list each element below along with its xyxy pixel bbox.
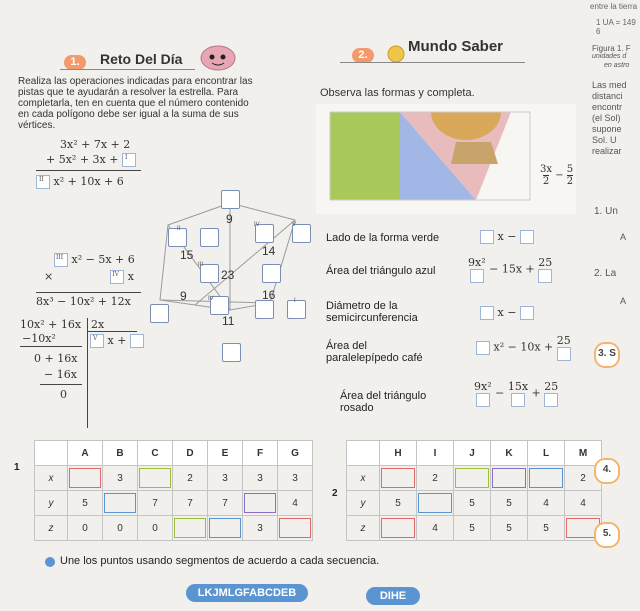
star-number-2: 15 [180,248,194,262]
table-2-header-l: L [528,441,565,466]
star-roman-1: II [177,226,181,232]
measure-1-expr: x − [497,230,517,243]
star-roman-3: V [292,222,297,228]
table-1-cell: 7 [173,491,208,516]
div-dividend: 10x² + 16x [20,318,82,331]
table-1-cell: 7 [208,491,243,516]
table-1-header-g: G [278,441,313,466]
star-roman-4: III [198,262,204,268]
div-sub-2: − 16x [44,368,77,381]
mul-box-1-roman: III [56,254,64,261]
table-2-cell: 5 [491,491,528,516]
mul-line-1-text: x² − 5x + 6 [71,253,135,266]
measure-2-num-1: 9x² [468,256,486,269]
table-2-corner [347,441,380,466]
sequence-button-2[interactable]: DIHE [366,587,420,605]
measure-4-expr: x² − 10x + [493,340,554,354]
shapes-fraction-num-2: 5 [566,164,574,175]
table-1-row-label: y [35,491,68,516]
div-rest-2: 0 [60,388,67,401]
mul-times-sign: × [44,270,54,283]
add-box-1-roman: I [124,154,128,161]
table-2-header-j: J [454,441,491,466]
div-sub-line-1 [20,346,82,347]
add-sum-line [36,170,141,171]
right-line-3: encontr [592,102,623,112]
mul-line-1 [54,253,135,267]
measure-5-num-1: 9x² [474,380,492,393]
star-number-3: 14 [262,244,276,258]
div-rest-1: 0 + 16x [34,352,78,365]
footer-bullet-icon [44,556,56,568]
measure-4-box-a[interactable] [476,341,490,355]
add-line-2-text: + 5x² + 3x + [46,153,119,166]
table-1-header-e: E [208,441,243,466]
star-node-bottom-right[interactable] [287,300,306,319]
table-2-cell: 5 [454,516,491,541]
right-question-2: 2. La [594,268,617,279]
table-2-cell: 4 [417,516,454,541]
table-row [35,466,313,491]
right-question-5: 5. [594,522,620,548]
table-1-cell: 0 [138,516,173,541]
measure-1-box-a[interactable] [480,230,494,244]
measure-4-num: 25 [556,334,571,347]
table-1-cell: 3 [103,466,138,491]
table-1-cell[interactable] [173,516,208,541]
footer-instruction: Une los puntos usando segmentos de acuerdo a cada secuencia. [60,555,380,567]
div-vertical-bar [87,318,88,428]
table-2-cell: 2 [565,466,602,491]
instruction-line-2: pistas que te ayudarán a resolver la estrella. Para [18,87,239,98]
star-roman-5: IV [208,296,214,302]
right-line-1: Las med [592,80,627,90]
section-1-underline [60,69,195,70]
measure-1-box-b[interactable] [520,230,534,244]
star-number-6: 16 [262,288,276,302]
add-result-text: x² + 10x + 6 [53,175,124,188]
add-answer-box-1[interactable] [122,153,136,167]
section-1-number: 1. [64,55,86,70]
measure-5-mid-2: + [531,386,541,400]
instruction-line-5: vértices. [18,120,56,131]
table-1-cell: 4 [278,491,313,516]
measure-2-box-b[interactable] [538,269,552,283]
table-1-row-number: 1 [14,462,20,473]
add-box-2-roman: II [39,176,44,183]
brain-mascot-icon [196,40,240,74]
right-line-7: realizar [592,146,622,156]
star-roman-6: I [294,298,296,304]
star-node-top[interactable] [221,190,240,209]
table-1-cell[interactable] [68,466,103,491]
measure-label-3a: Diámetro de la [326,300,398,312]
right-astro: en astro [604,62,630,69]
measure-label-1: Lado de la forma verde [326,232,440,244]
measure-label-5a: Área del triángulo [340,390,427,402]
measure-answer-3 [480,306,534,320]
mul-answer-box-1[interactable] [54,253,68,267]
section-2-instruction: Observa las formas y completa. [320,87,475,99]
table-1-cell: 3 [208,466,243,491]
right-question-1: 1. Un [594,206,618,217]
right-line-5: supone [592,124,622,134]
table-1-cell: 3 [278,466,313,491]
measure-label-4b: paralelepípedo café [326,352,423,364]
table-2-cell: 4 [565,491,602,516]
star-node-center-right[interactable] [262,264,281,283]
star-roman-2: IV [254,222,260,228]
section-2-number: 2. [352,48,374,63]
measure-5-box-c[interactable] [544,393,558,407]
top-right-text-2: 1 UA = 149 6 [596,18,636,36]
table-1-header-b: B [103,441,138,466]
table-2-cell[interactable] [528,466,565,491]
div-answer-box-1[interactable] [90,334,104,348]
section-2-underline [340,62,525,63]
star-node-bottom[interactable] [222,343,241,362]
table-2-row-label: y [347,491,380,516]
mul-box-2-roman: IV [112,271,119,278]
right-option-a: A [620,232,627,242]
table-1-cell: 3 [243,466,278,491]
section-2-title: Mundo Saber [408,38,504,55]
coordinates-table-1 [34,440,313,541]
measure-label-2: Área del triángulo azul [326,265,436,277]
table-row [347,466,602,491]
measure-5-num-3: 25 [544,380,559,393]
table-2-cell: 2 [417,466,454,491]
table-1-cell: 7 [138,491,173,516]
table-1-header-c: C [138,441,173,466]
shapes-fraction-den-2: 2 [566,176,574,187]
right-line-4: (el Sol) [592,113,621,123]
measure-5-mid-1: − [495,386,505,400]
table-2-cell[interactable] [380,516,417,541]
div-divisor-line [87,331,137,332]
coordinates-table-2 [346,440,602,541]
instruction-line-3: completarla, ten en cuenta que el número contenido [18,98,249,109]
right-option-a2: A [620,296,627,306]
measure-2-mid: − 15x + [489,262,535,276]
table-row [347,491,602,516]
table-1-row-label: z [35,516,68,541]
shapes-figure [316,104,576,214]
measure-label-3b: semicircunferencia [326,312,418,324]
measure-answer-1 [480,230,534,244]
table-1-cell[interactable] [208,516,243,541]
table-2-cell[interactable] [491,466,528,491]
div-sub-1: −10x² [22,332,56,345]
table-2-header-m: M [565,441,602,466]
right-question-4: 4. [594,458,620,484]
table-1-cell[interactable] [138,466,173,491]
instruction-line-1: Realiza las operaciones indicadas para encontrar las [18,76,253,87]
mul-product-line [36,292,141,293]
globe-icon [386,44,406,64]
add-result [36,175,124,189]
section-1-title: Reto Del Día [100,51,183,67]
mul-line-2 [44,270,134,284]
measure-label-5b: rosado [340,402,374,414]
shapes-fraction-den: 2 [542,176,550,187]
mul-line-2-text: x [127,270,134,283]
table-2-cell: 4 [528,491,565,516]
table-1-corner [35,441,68,466]
star-node-bottom-left[interactable] [150,304,169,323]
measure-label-4a: Área del [326,340,367,352]
table-2-cell: 5 [454,491,491,516]
measure-5-box-b[interactable] [511,393,525,407]
table-2-header-k: K [491,441,528,466]
add-line-2 [46,153,136,167]
table-2-row-label: z [347,516,380,541]
table-2-cell[interactable] [417,491,454,516]
measure-3-box-a[interactable] [480,306,494,320]
star-number-7: 11 [222,314,235,328]
table-1-row-label: x [35,466,68,491]
table-row [35,516,313,541]
div-quotient [90,334,144,348]
div-divisor: 2x [91,318,105,331]
measure-5-num-2: 15x [507,380,529,393]
mul-answer-box-2[interactable] [110,270,124,284]
star-number-4: 23 [221,268,235,282]
table-1-cell[interactable] [243,491,278,516]
mul-result: 8x³ − 10x² + 12x [36,295,131,308]
table-2-cell: 5 [491,516,528,541]
div-quotient-text: x + [107,334,127,347]
table-2-cell: 5 [528,516,565,541]
right-line-2: distanci [592,91,623,101]
measure-4-box-b[interactable] [557,347,571,361]
star-node-left-mid[interactable] [200,228,219,247]
measure-answer-5 [474,380,558,407]
table-1-cell[interactable] [103,491,138,516]
star-number-5: 9 [180,289,187,303]
shapes-fraction: $\frac{3x}{2} - \frac{5}{2}$ [540,164,574,187]
sequence-button-1[interactable]: LKJMLGFABCDEB [186,584,308,602]
table-1-header-a: A [68,441,103,466]
measure-2-box-a[interactable] [470,269,484,283]
table-1-cell: 5 [68,491,103,516]
table-2-cell: 5 [380,491,417,516]
table-2-header-i: I [417,441,454,466]
measure-answer-2 [468,256,552,283]
measure-5-box-a[interactable] [476,393,490,407]
table-1-cell[interactable] [278,516,313,541]
table-1-cell: 3 [243,516,278,541]
table-1-header-f: F [243,441,278,466]
right-units: unidades d [592,53,627,60]
table-1-cell: 0 [68,516,103,541]
star-number-1: 9 [226,212,233,226]
star-node-bottom-mid-right[interactable] [255,300,274,319]
table-1-cell: 0 [103,516,138,541]
table-row [347,516,602,541]
table-row [35,491,313,516]
table-1-header-d: D [173,441,208,466]
add-answer-box-2[interactable] [36,175,50,189]
add-line-1: 3x² + 7x + 2 [60,138,131,151]
right-line-6: Sol. U [592,135,617,145]
table-2-header-h: H [380,441,417,466]
div-box-1-roman: V [93,335,98,342]
table-2-cell[interactable] [454,466,491,491]
measure-2-num-2: 25 [538,256,553,269]
table-2-cell[interactable] [380,466,417,491]
measure-answer-4 [476,334,571,361]
instruction-line-4: en cada polígono debe ser igual a la suma de sus [18,109,239,120]
measure-3-box-b[interactable] [520,306,534,320]
right-figure-caption: Figura 1. F [592,44,631,53]
div-sub-line-2 [40,384,82,385]
top-right-text-1: entre la tierra [590,2,638,11]
table-2-row-label: x [347,466,380,491]
table-1-cell: 2 [173,466,208,491]
measure-3-expr: x − [497,306,517,319]
right-question-3: 3. S [594,342,620,368]
shapes-fraction-num: 3x [540,164,553,175]
table-2-row-number: 2 [332,488,338,499]
